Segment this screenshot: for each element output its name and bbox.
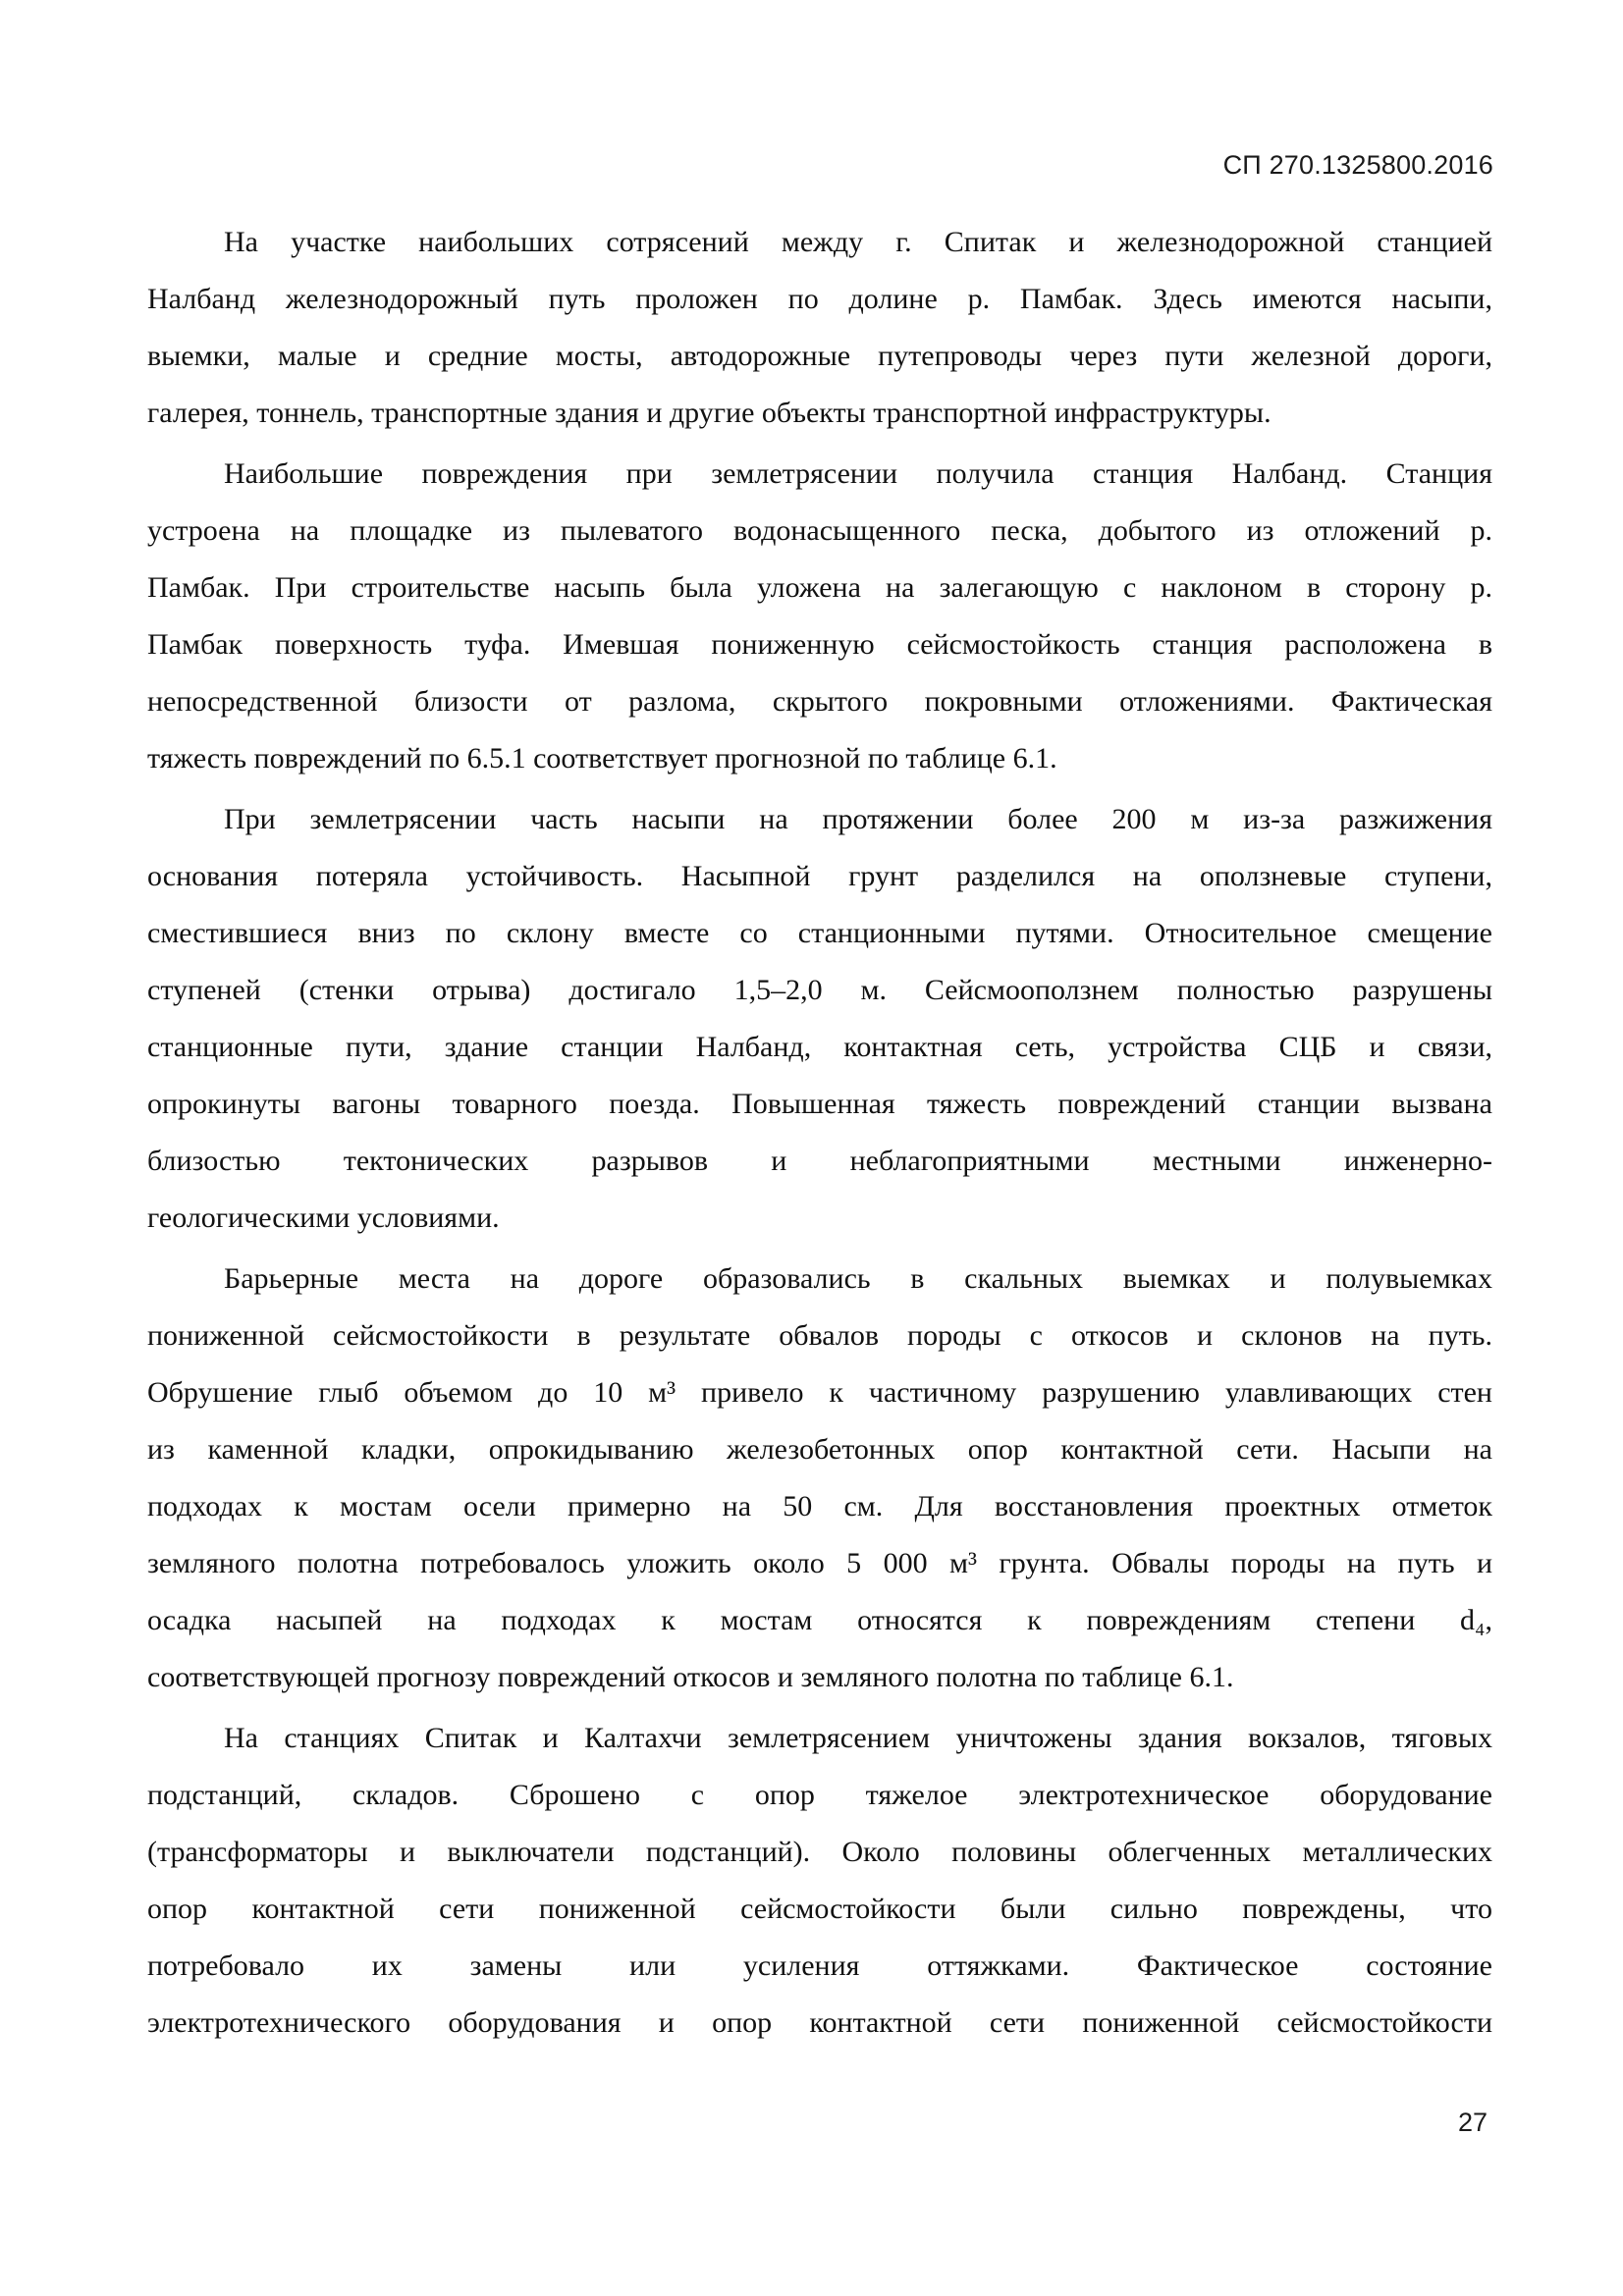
text-line: Памбак поверхность туфа. Имевшая пониженную сейсмостойкость станция расположена в: [147, 628, 1492, 661]
paragraph: [147, 791, 1492, 1247]
text-line: осадка насыпей на подходах к мостам относятся к повреждениям степени d₄,: [147, 1604, 1492, 1636]
text-line: сместившиеся вниз по склону вместе со станционными путями. Относительное смещение: [147, 917, 1492, 949]
text-line: подстанций, складов. Сброшено с опор тяжелое электротехническое оборудование: [147, 1779, 1492, 1811]
text-line: подходах к мостам осели примерно на 50 см. Для восстановления проектных отметок: [147, 1490, 1492, 1522]
document-body: [147, 214, 1492, 2052]
text-line: опрокинуты вагоны товарного поезда. Повышенная тяжесть повреждений станции вызвана: [147, 1088, 1492, 1120]
text-line: электротехнического оборудования и опор контактной сети пониженной сейсмостойкости: [147, 2006, 1492, 2039]
text-line: непосредственной близости от разлома, скрытого покровными отложениями. Фактическая: [147, 685, 1492, 718]
text-line: потребовало их замены или усиления оттяжками. Фактическое состояние: [147, 1949, 1492, 1982]
text-line: устроена на площадке из пылеватого водонасыщенного песка, добытого из отложений р.: [147, 514, 1492, 547]
text-line: На участке наибольших сотрясений между г. Спитак и железнодорожной станцией: [224, 226, 1492, 258]
text-line: земляного полотна потребовалось уложить около 5 000 м³ грунта. Обвалы породы на путь и: [147, 1547, 1492, 1579]
document-code: СП 270.1325800.2016: [1222, 150, 1493, 180]
text-line: близостью тектонических разрывов и неблагоприятными местными инженерно-: [147, 1145, 1492, 1177]
text-line: Барьерные места на дороге образовались в скальных выемках и полувыемках: [224, 1262, 1492, 1295]
text-line: Наибольшие повреждения при землетрясении получила станция Налбанд. Станция: [224, 457, 1492, 490]
text-line: ступеней (стенки отрыва) достигало 1,5–2,0 м. Сейсмооползнем полностью разрушены: [147, 974, 1492, 1006]
text-line: из каменной кладки, опрокидыванию железобетонных опор контактной сети. Насыпи на: [147, 1433, 1492, 1466]
text-line: геологическими условиями.: [147, 1201, 500, 1234]
text-line: При землетрясении часть насыпи на протяжении более 200 м из-за разжижения: [224, 803, 1492, 835]
text-line: (трансформаторы и выключатели подстанций). Около половины облегченных металлических: [147, 1836, 1492, 1868]
paragraph: [147, 446, 1492, 787]
text-line: соответствующей прогнозу повреждений откосов и земляного полотна по таблице 6.1.: [147, 1661, 1234, 1693]
text-line: основания потеряла устойчивость. Насыпной грунт разделился на оползневые ступени,: [147, 860, 1492, 892]
text-line: опор контактной сети пониженной сейсмостойкости были сильно повреждены, что: [147, 1893, 1492, 1925]
text-line: пониженной сейсмостойкости в результате обвалов породы с откосов и склонов на путь.: [147, 1319, 1492, 1352]
text-line: галерея, тоннель, транспортные здания и другие объекты транспортной инфраструктуры.: [147, 397, 1271, 429]
page-number: 27: [1457, 2108, 1488, 2137]
text-line: На станциях Спитак и Калтахчи землетрясением уничтожены здания вокзалов, тяговых: [224, 1722, 1492, 1754]
paragraph: [147, 214, 1492, 442]
text-line: тяжесть повреждений по 6.5.1 соответствует прогнозной по таблице 6.1.: [147, 742, 1057, 774]
paragraph: [147, 1251, 1492, 1706]
text-line: выемки, малые и средние мосты, автодорожные путепроводы через пути железной дороги,: [147, 340, 1492, 372]
text-line: Обрушение глыб объемом до 10 м³ привело к частичному разрушению улавливающих стен: [147, 1376, 1492, 1409]
text-line: станционные пути, здание станции Налбанд, контактная сеть, устройства СЦБ и связи,: [147, 1031, 1492, 1063]
text-line: Налбанд железнодорожный путь проложен по долине р. Памбак. Здесь имеются насыпи,: [147, 283, 1492, 315]
text-line: Памбак. При строительстве насыпь была уложена на залегающую с наклоном в сторону р.: [147, 571, 1492, 604]
paragraph: [147, 1710, 1492, 2052]
